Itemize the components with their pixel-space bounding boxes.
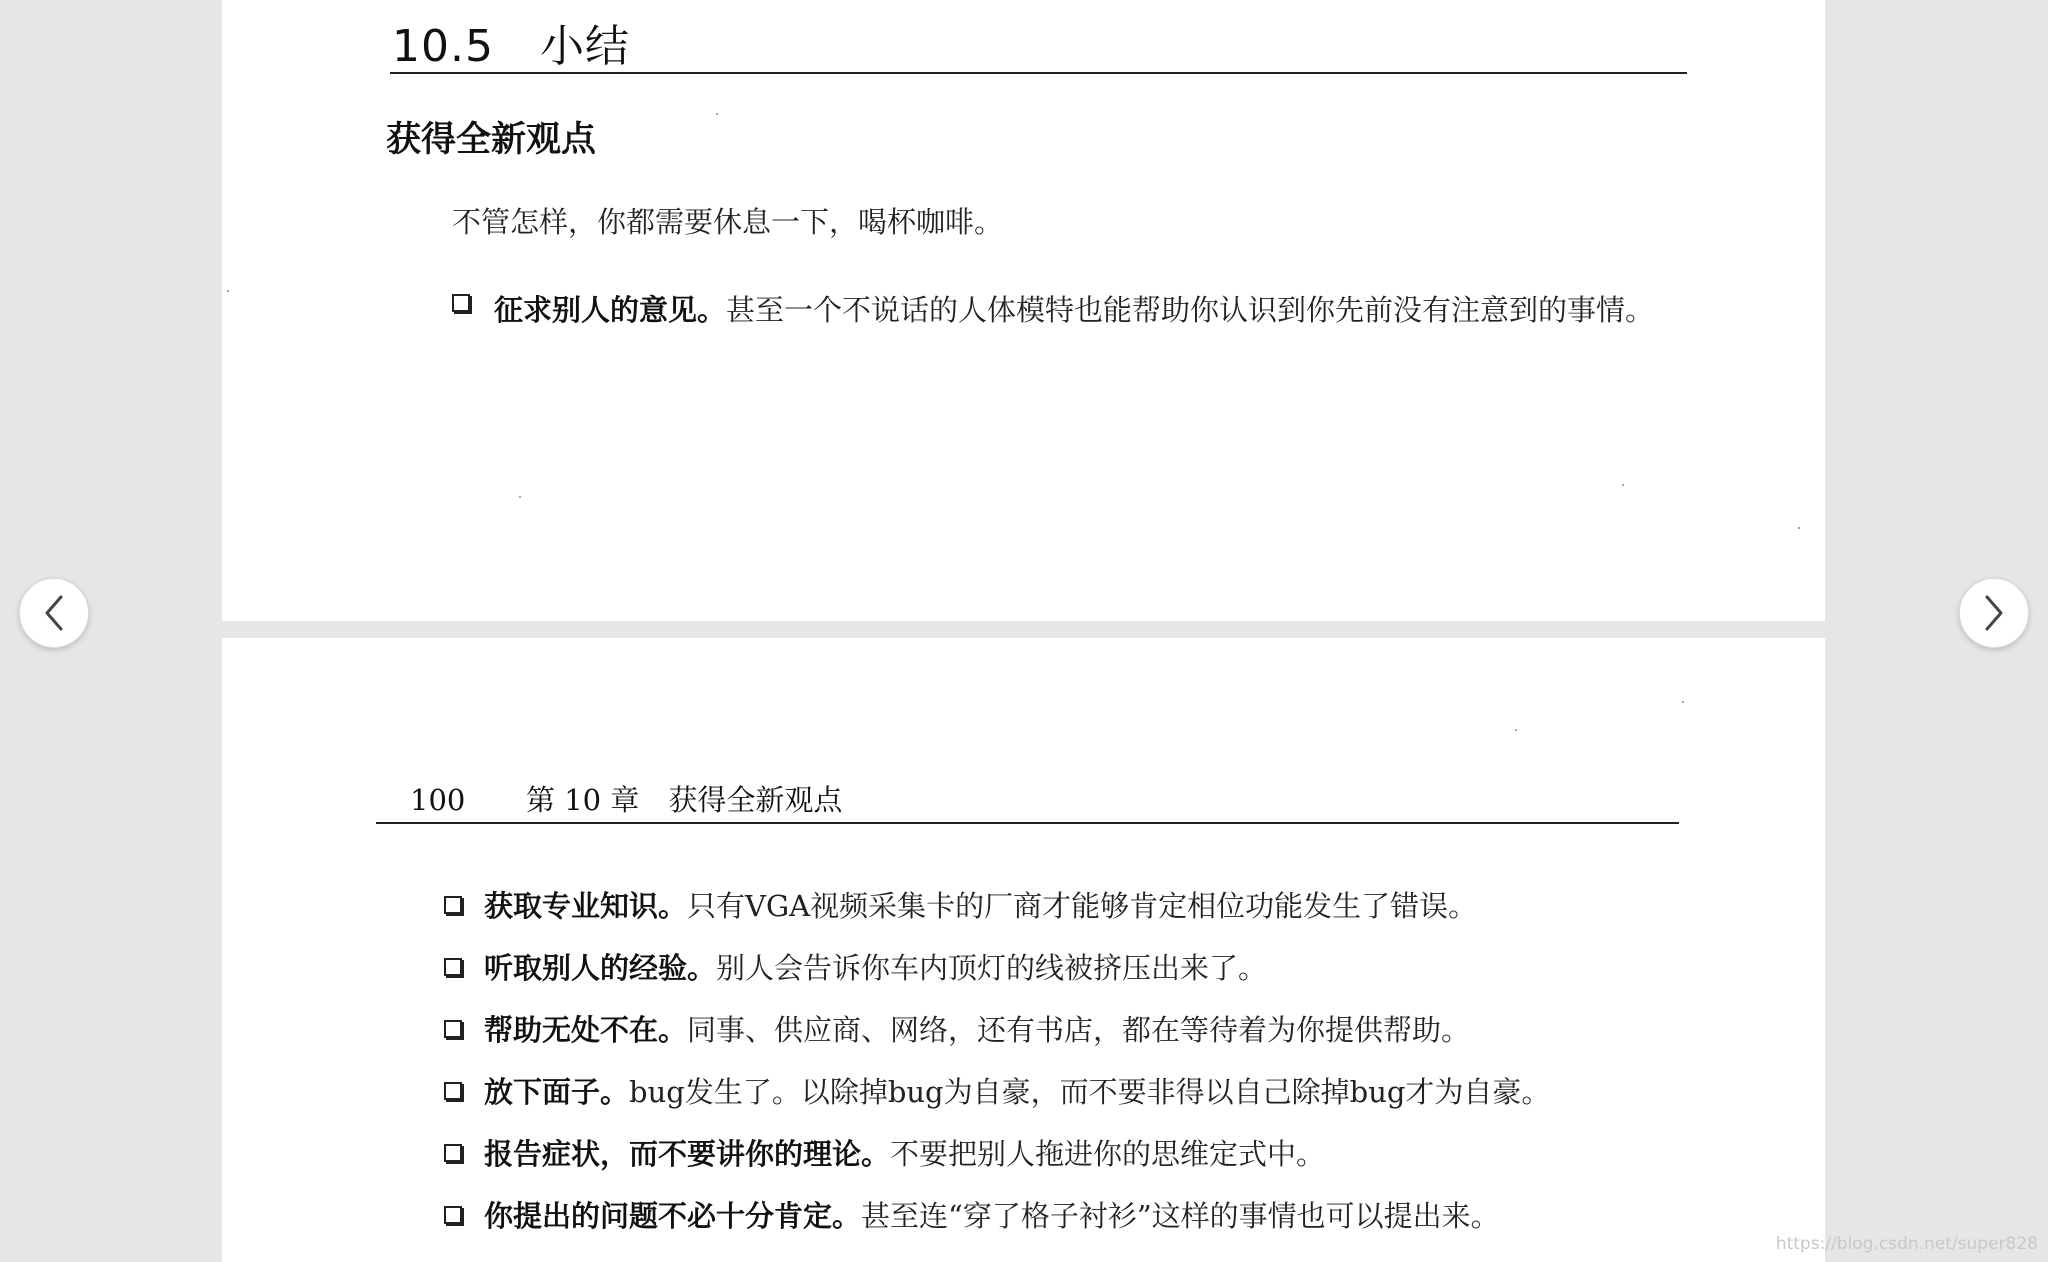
section-number: 10.5: [392, 21, 494, 72]
running-head-rule: [376, 822, 1679, 824]
bullet-lead: 征求别人的意见。: [494, 293, 727, 327]
bullet-text: 别人会告诉你车内顶灯的线被挤压出来了。: [716, 951, 1268, 985]
document-page-top: [222, 0, 1825, 621]
bullet-text: 同事、供应商、网络，还有书店，都在等待着为你提供帮助。: [687, 1013, 1471, 1047]
subsection-title: 获得全新观点: [386, 120, 597, 160]
checkbox-bullet-icon: [444, 1206, 462, 1224]
bullet-text: 不要把别人拖进你的思维定式中。: [890, 1137, 1326, 1171]
section-title: [392, 10, 630, 74]
bullet-lead: 报告症状，而不要讲你的理论。: [484, 1137, 891, 1171]
scan-speck: [519, 496, 521, 498]
bullet-lead: 放下面子。: [484, 1075, 630, 1109]
document-page-bottom: [222, 638, 1825, 1262]
scan-speck: [1798, 527, 1800, 529]
next-page-button[interactable]: [1959, 578, 2029, 648]
checkbox-bullet-icon: [444, 1144, 462, 1162]
list-item: [452, 282, 1692, 338]
chevron-right-icon: [1981, 593, 2007, 633]
checkbox-bullet-icon: [444, 896, 462, 914]
checkbox-bullet-icon: [452, 294, 470, 312]
bullet-lead: 你提出的问题不必十分肯定。: [484, 1199, 862, 1233]
intro-paragraph: 不管怎样，你都需要休息一下，喝杯咖啡。: [452, 205, 1004, 239]
running-head: [410, 778, 842, 819]
bullet-lead: 帮助无处不在。: [484, 1013, 688, 1047]
checkbox-bullet-icon: [444, 1082, 462, 1100]
bullet-list: [444, 884, 1694, 1256]
scan-speck: [716, 113, 718, 115]
scan-speck: [1515, 729, 1517, 731]
list-item: [444, 1132, 1694, 1194]
chevron-left-icon: [41, 593, 67, 633]
bullet-text: 甚至一个不说话的人体模特也能帮助你认识到你先前没有注意到的事情。: [726, 293, 1655, 327]
list-item: [444, 884, 1694, 946]
chapter-title: 第 10 章 获得全新观点: [526, 783, 843, 817]
bullet-text: 甚至连“穿了格子衬衫”这样的事情也可以提出来。: [861, 1199, 1500, 1233]
list-item: [444, 1008, 1694, 1070]
scan-speck: [227, 290, 229, 292]
page-number: 100: [410, 783, 466, 817]
bullet-text: 只有VGA视频采集卡的厂商才能够肯定相位功能发生了错误。: [687, 889, 1478, 923]
checkbox-bullet-icon: [444, 1020, 462, 1038]
list-item: [444, 1194, 1694, 1256]
checkbox-bullet-icon: [444, 958, 462, 976]
section-title-text: 小结: [539, 21, 630, 72]
scan-speck: [1622, 484, 1624, 486]
bullet-lead: 听取别人的经验。: [484, 951, 717, 985]
bullet-lead: 获取专业知识。: [484, 889, 688, 923]
previous-page-button[interactable]: [19, 578, 89, 648]
bullet-text: bug发生了。以除掉bug为自豪，而不要非得以自己除掉bug才为自豪。: [629, 1075, 1551, 1109]
list-item: [444, 1070, 1694, 1132]
list-item: [444, 946, 1694, 1008]
section-title-rule: [390, 72, 1687, 74]
watermark: https://blog.csdn.net/super828: [1775, 1234, 2038, 1254]
scan-speck: [1682, 701, 1684, 703]
